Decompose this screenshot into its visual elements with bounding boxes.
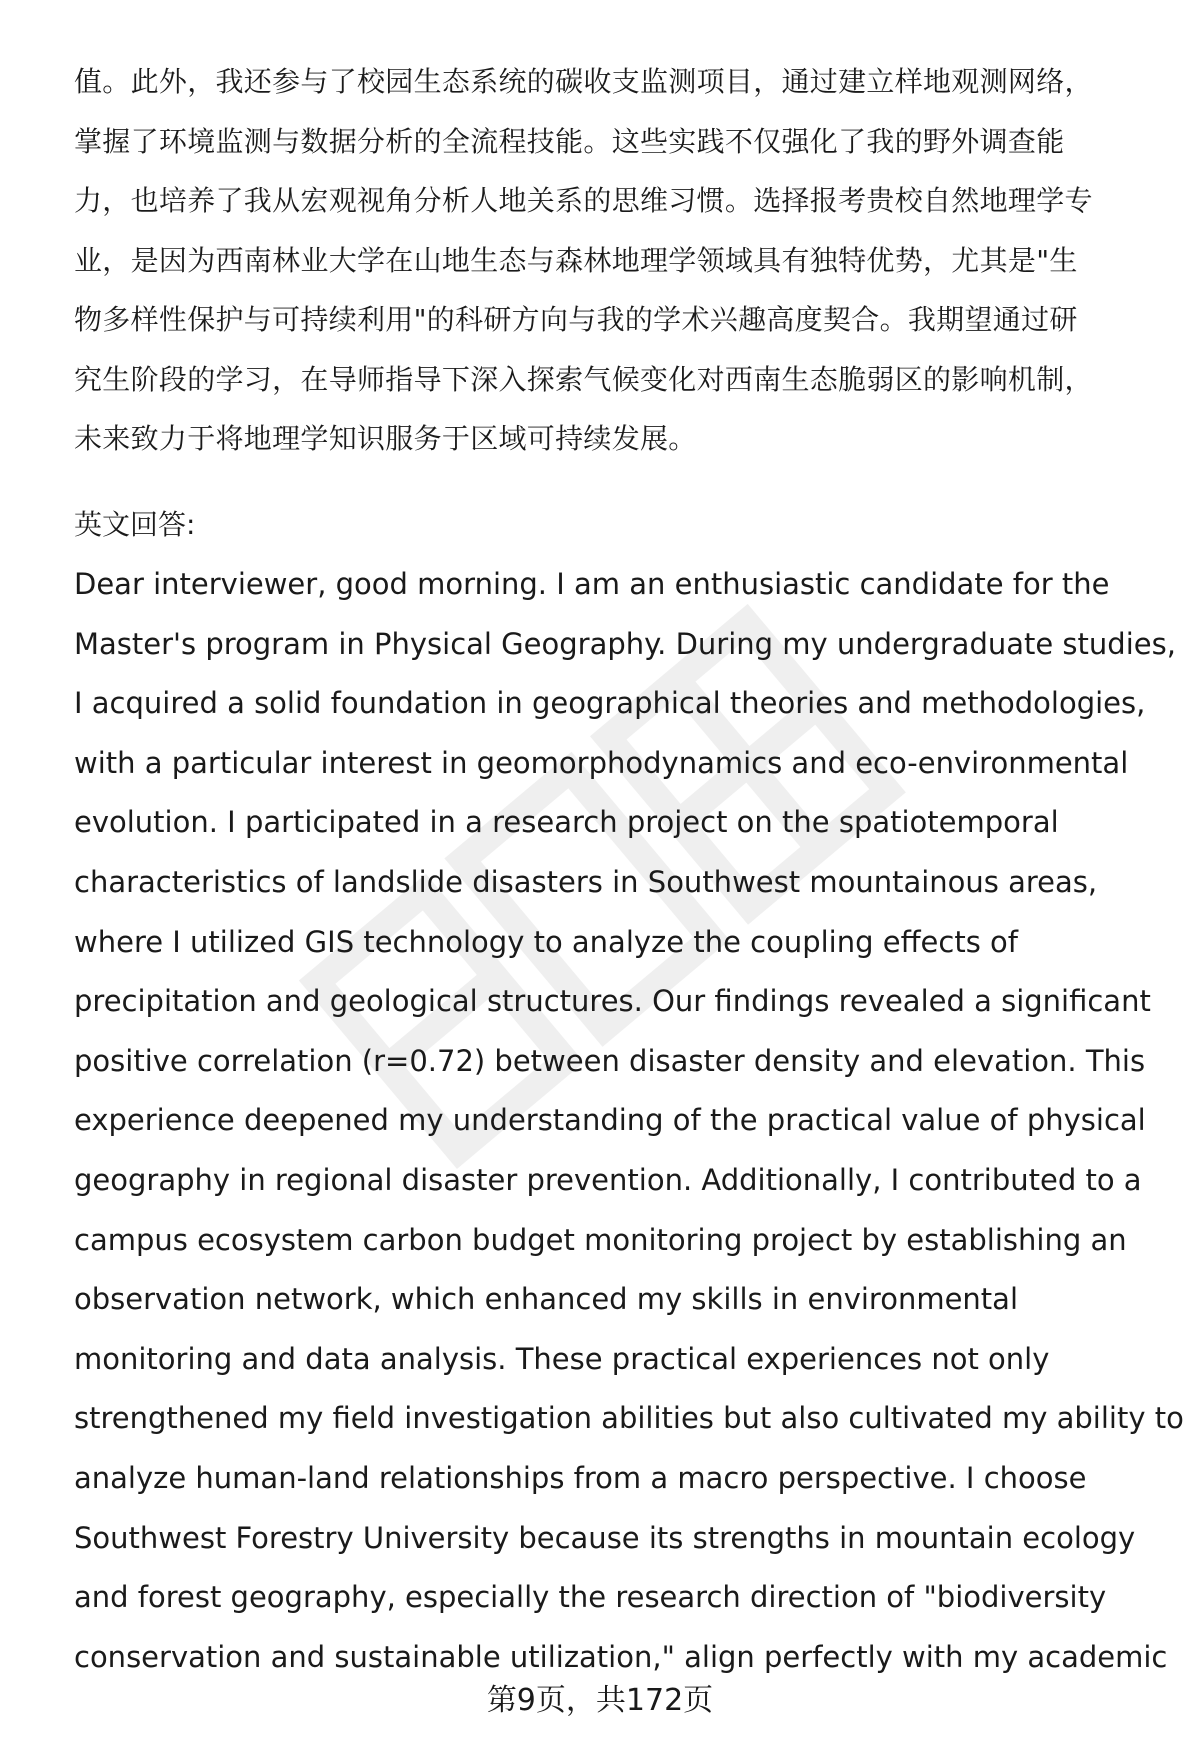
page-number-footer: 第9页，共172页: [486, 1683, 714, 1718]
text-line: I acquired a solid foundation in geographical theories and methodologies,: [74, 686, 1146, 721]
text-line: where I utilized GIS technology to analyze the coupling effects of: [74, 924, 1018, 959]
text-line: characteristics of landslide disasters in Southwest mountainous areas,: [74, 864, 1098, 899]
text-line: 力，也培养了我从宏观视角分析人地关系的思维习惯。选择报考贵校自然地理学专: [74, 184, 1093, 217]
text-line: monitoring and data analysis. These practical experiences not only: [74, 1341, 1050, 1376]
text-line: 未来致力于将地理学知识服务于区域可持续发展。: [74, 422, 697, 455]
text-line: evolution. I participated in a research project on the spatiotemporal: [74, 805, 1059, 840]
text-line: 业，是因为西南林业大学在山地生态与森林地理学领域具有独特优势，尤其是"生: [74, 243, 1078, 277]
text-line: 值。此外，我还参与了校园生态系统的碳收支监测项目，通过建立样地观测网络，: [74, 65, 1093, 98]
text-line: observation network, which enhanced my skills in environmental: [74, 1282, 1019, 1317]
text-line: experience deepened my understanding of the practical value of physical: [74, 1103, 1146, 1138]
text-line: and forest geography, especially the research direction of "biodiversity: [74, 1580, 1107, 1615]
text-line: Dear interviewer, good morning. I am an enthusiastic candidate for the: [74, 567, 1110, 601]
text-line: with a particular interest in geomorphodynamics and eco-environmental: [74, 745, 1129, 780]
text-line: 掌握了环境监测与数据分析的全流程技能。这些实践不仅强化了我的野外调查能: [74, 124, 1065, 158]
text-line: Master's program in Physical Geography. During my undergraduate studies,: [74, 626, 1176, 661]
text-line: 物多样性保护与可持续利用"的科研方向与我的学术兴趣高度契合。我期望通过研: [74, 303, 1078, 336]
text-line: conservation and sustainable utilization," align perfectly with my academic: [74, 1639, 1168, 1674]
chinese-answer-paragraph: [74, 52, 1154, 469]
text-line: strengthened my field investigation abilities but also cultivated my ability to: [74, 1401, 1184, 1436]
text-line: Southwest Forestry University because its strengths in mountain ecology: [74, 1520, 1136, 1555]
english-answer-paragraph: [74, 555, 1184, 1687]
text-line: positive correlation (r=0.72) between disaster density and elevation. This: [74, 1043, 1146, 1078]
text-line: 究生阶段的学习，在导师指导下深入探索气候变化对西南生态脆弱区的影响机制，: [74, 362, 1093, 396]
text-line: campus ecosystem carbon budget monitoring project by establishing an: [74, 1222, 1127, 1257]
text-line: precipitation and geological structures. Our findings revealed a significant: [74, 984, 1151, 1019]
text-line: analyze human-land relationships from a macro perspective. I choose: [74, 1460, 1087, 1495]
english-answer-heading: 英文回答:: [74, 508, 196, 541]
text-line: geography in regional disaster prevention. Additionally, I contributed to a: [74, 1162, 1142, 1197]
